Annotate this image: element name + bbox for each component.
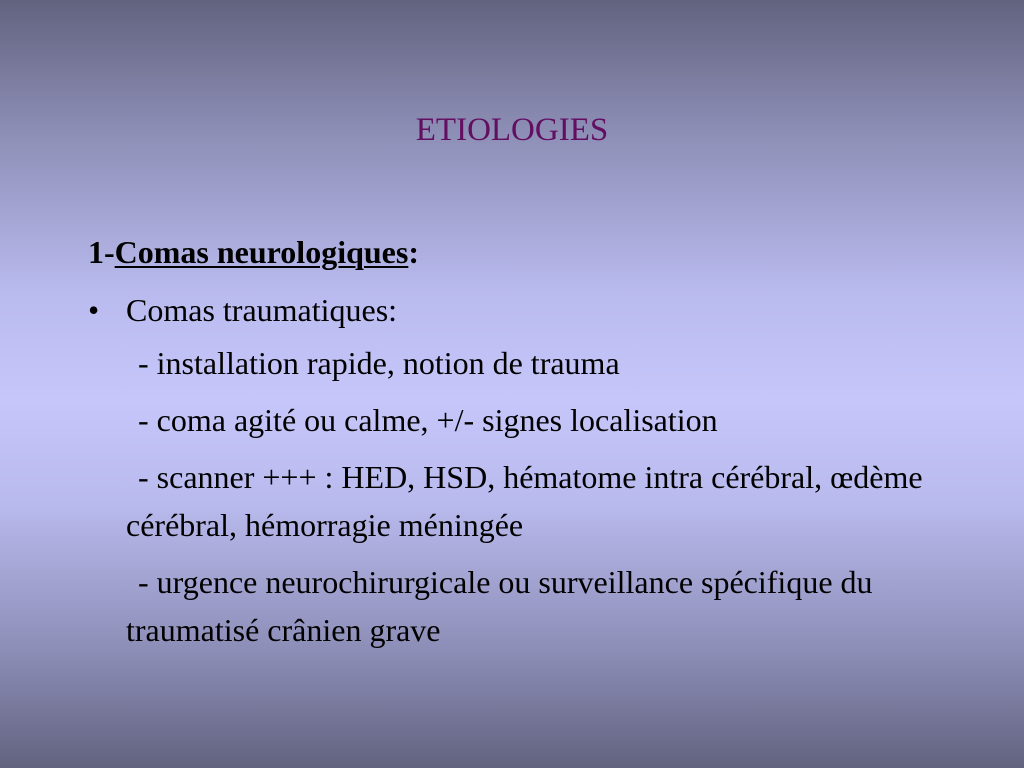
section-heading — [88, 232, 988, 272]
bullet-text: Comas traumatiques: — [126, 292, 398, 328]
sub-item-3 — [126, 453, 926, 549]
bullet-item — [88, 290, 988, 330]
sub-item-4 — [126, 558, 926, 654]
sub-item-2 — [126, 396, 926, 444]
sub-item-text: - urgence neurochirurgicale ou surveillance spécifique du traumatisé crânien grave — [126, 564, 873, 648]
section-number: 1- — [88, 234, 115, 270]
sub-item-text: - scanner +++ : HED, HSD, hématome intra cérébral, œdème cérébral, hémorragie méningée — [126, 459, 923, 543]
section-suffix: : — [408, 234, 419, 270]
bullet-icon: • — [88, 292, 100, 328]
sub-item-text: - installation rapide, notion de trauma — [138, 345, 620, 381]
slide-content — [88, 232, 988, 654]
sub-item-text: - coma agité ou calme, +/- signes localisation — [138, 402, 718, 438]
sub-item-1 — [126, 339, 926, 387]
slide-title: ETIOLOGIES — [415, 112, 609, 148]
section-label: Comas neurologiques — [114, 234, 409, 270]
